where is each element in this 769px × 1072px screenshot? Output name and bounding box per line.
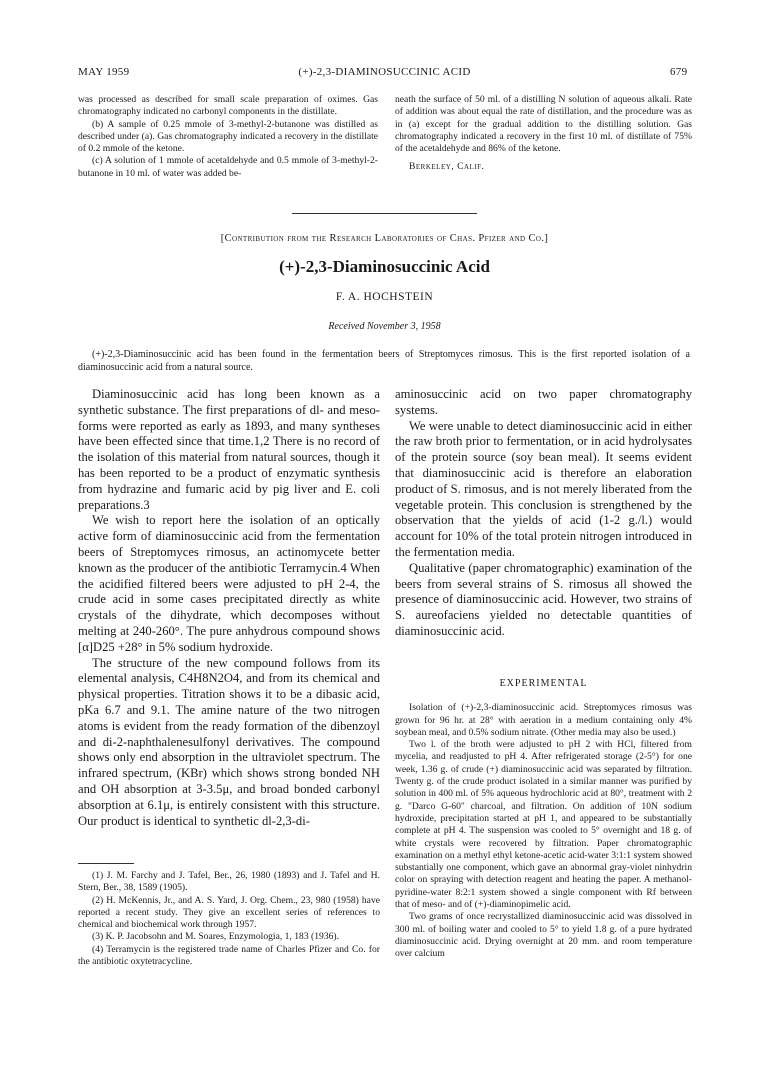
prev-location: Berkeley, Calif. [409, 161, 485, 173]
running-header-title: (+)-2,3-DIAMINOSUCCINIC ACID [298, 66, 471, 78]
abstract: (+)-2,3-Diaminosuccinic acid has been found in the fermentation beers of Streptomyces rimosus. This is the first reported isolation of a diaminosuccinic acid from a natural source. [78, 349, 690, 373]
article-separator-rule [292, 213, 477, 214]
received-date: Received November 3, 1958 [328, 321, 441, 332]
page-number: 679 [670, 66, 688, 78]
experimental-section [395, 656, 692, 961]
body-paragraph: Qualitative (paper chromatographic) examination of the beers from several strains of S. rimosus all showed the presence of diaminosuccinic acid. However, two strains of S. aureofaciens yielded no detectable quantities of diaminosuccinic acid. [395, 560, 692, 638]
experimental-heading: EXPERIMENTAL [499, 678, 588, 689]
experimental-paragraph: Two l. of the broth were adjusted to pH 2 with HCl, filtered from mycelia, and readjusted to pH 4. After refrigerated storage (2-5°) for one week, 1.36 g. of crude (+) diaminosuccinic acid was separated by filtration. Twenty g. of the crude product isolated in a similar manner was purified by solution in 400 ml. of 5% aqueous hydrochloric acid at 80°, treatment with 2 g. "Darco G-60" charcoal, and filtration. On addition of 10N sodium hydroxide, precipitation started at pH 1, and appeared to be substantially complete at pH 4. The suspension was cooled to 5° overnight and 18 g. of white crystals were recovered by filtration. Paper chromatographic examination on a methyl ethyl ketone-acetic acid-water 3:1:1 system showed substantially one component, which gave an abnormal gray-violet ninhydrin color on spraying with detection reagent and heating the paper. A methanol-pyridine-water 8:2:1 system showed a single component with Rf between that of meso- and of (+)-diaminopimelic acid. [395, 739, 692, 911]
previous-article-right-column [395, 94, 692, 174]
footnote: (3) K. P. Jacobsohn and M. Soares, Enzymologia, 1, 183 (1936). [92, 931, 340, 943]
footnote-rule [78, 863, 134, 864]
body-paragraph: Diaminosuccinic acid has long been known as a synthetic substance. The first preparations of dl- and meso- forms were reported as early as 1893, and many syntheses have been effected since that time.1,2 There is no record of the isolation of this material from natural sources, though it has been reported to be a product of enzymatic synthesis from hydrazine and fumaric acid by pig liver and E. coli preparations.3 [78, 387, 380, 512]
contribution-line: [Contribution from the Research Laboratories of Chas. Pfizer and Co.] [220, 233, 549, 244]
body-paragraph: We wish to report here the isolation of an optically active form of diaminosuccinic acid from the fermentation beers of Streptomyces rimosus, an actinomycete better known as the producer of the antibiotic Terramycin.4 When the acidified filtered beers were adjusted to pH 2-4, the crude acid in some cases precipitated directly as white crystals of the dihydrate, which decomposes without melting at 240-260°. The pure anhydrous compound shows [α]D25 +28° in 5% sodium hydroxide. [78, 513, 380, 654]
prev-paragraph: (b) A sample of 0.25 mmole of 3-methyl-2-butanone was distilled as described under (a). Gas chromatography indicated a recovery in the distillate of 0.2 mmole of the ketone. [78, 118, 378, 155]
body-right-column [395, 387, 692, 640]
experimental-paragraph: Isolation of (+)-2,3-diaminosuccinic acid. Streptomyces rimosus was grown for 96 hr. at 28° with aeration in a medium containing only 4% soybean meal, and 0.5% sodium nitrate. (Other media may also be used.) [395, 702, 692, 738]
experimental-paragraph: Two grams of once recrystallized diaminosuccinic acid was dissolved in 300 ml. of boiling water and cooled to 5° to yield 1.8 g. of a pure hydrated diaminosuccinic acid. Drying overnight at 20 mm. and room temperature over calcium [395, 911, 692, 960]
footnote: (2) H. McKennis, Jr., and A. S. Yard, J. Org. Chem., 23, 980 (1958) have reported a recent study. They give an excellent series of references to chemical and biochemical work through 1957. [78, 894, 380, 931]
body-left-column [78, 387, 380, 829]
previous-article-left-column [78, 94, 378, 180]
body-paragraph: We were unable to detect diaminosuccinic acid in either the raw broth prior to fermentation, or in acid hydrolysates of the protein source (soy bean meal). It seems evident that diaminosuccinic acid is therefore an elaboration product of S. rimosus, and is not merely liberated from the vegetable protein. This conclusion is strengthened by the observation that the yields of acid (1-2 g./l.) would account for 10% of the total protein nitrogen introduced in the fermentation media. [395, 418, 692, 559]
prev-paragraph: neath the surface of 50 ml. of a distilling N solution of aqueous alkali. Rate of addition was about equal the rate of distillation, and the procedure was as in (a) except for the gradual addition to the distilling solution. Gas chromatography indicated a recovery in the first 10 ml. of distillate of 75% of the acetaldehyde and 86% of the ketone. [395, 94, 692, 155]
footnote: (1) J. M. Farchy and J. Tafel, Ber., 26, 1980 (1893) and J. Tafel and H. Stern, Ber., 38, 1589 (1905). [78, 870, 380, 894]
running-header-date: MAY 1959 [78, 66, 130, 78]
prev-paragraph: (c) A solution of 1 mmole of acetaldehyde and 0.5 mmole of 3-methyl-2-butanone in 10 ml. of water was added be- [78, 155, 378, 179]
article-title: (+)-2,3-Diaminosuccinic Acid [279, 257, 490, 276]
footnotes [78, 870, 380, 968]
footnote: (4) Terramycin is the registered trade name of Charles Pfizer and Co. for the antibiotic oxytetracycline. [78, 943, 380, 968]
prev-paragraph: was processed as described for small scale preparation of oximes. Gas chromatography indicated no carbonyl components in the distillate. [78, 94, 378, 118]
body-paragraph: The structure of the new compound follows from its elemental analysis, C4H8N2O4, and from its chemical and physical properties. Titration shows it to be a dibasic acid, pKa 6.7 and 9.1. The amine nature of the two nitrogen atoms is evident from the ready formation of the dibenzoyl and di-2-naphthalenesulfonyl derivatives. The compound shows only end absorption in the ultraviolet spectrum. The infrared spectrum, (KBr) which shows strong bonded NH and OH absorption at 3-3.5μ, and broad bonded carbonyl absorption at 6.1μ, is entirely consistent with this structure. Our product is identical to synthetic dl-2,3-di- [78, 655, 380, 828]
body-paragraph: aminosuccinic acid on two paper chromatography systems. [395, 387, 692, 417]
author: F. A. HOCHSTEIN [335, 291, 434, 303]
